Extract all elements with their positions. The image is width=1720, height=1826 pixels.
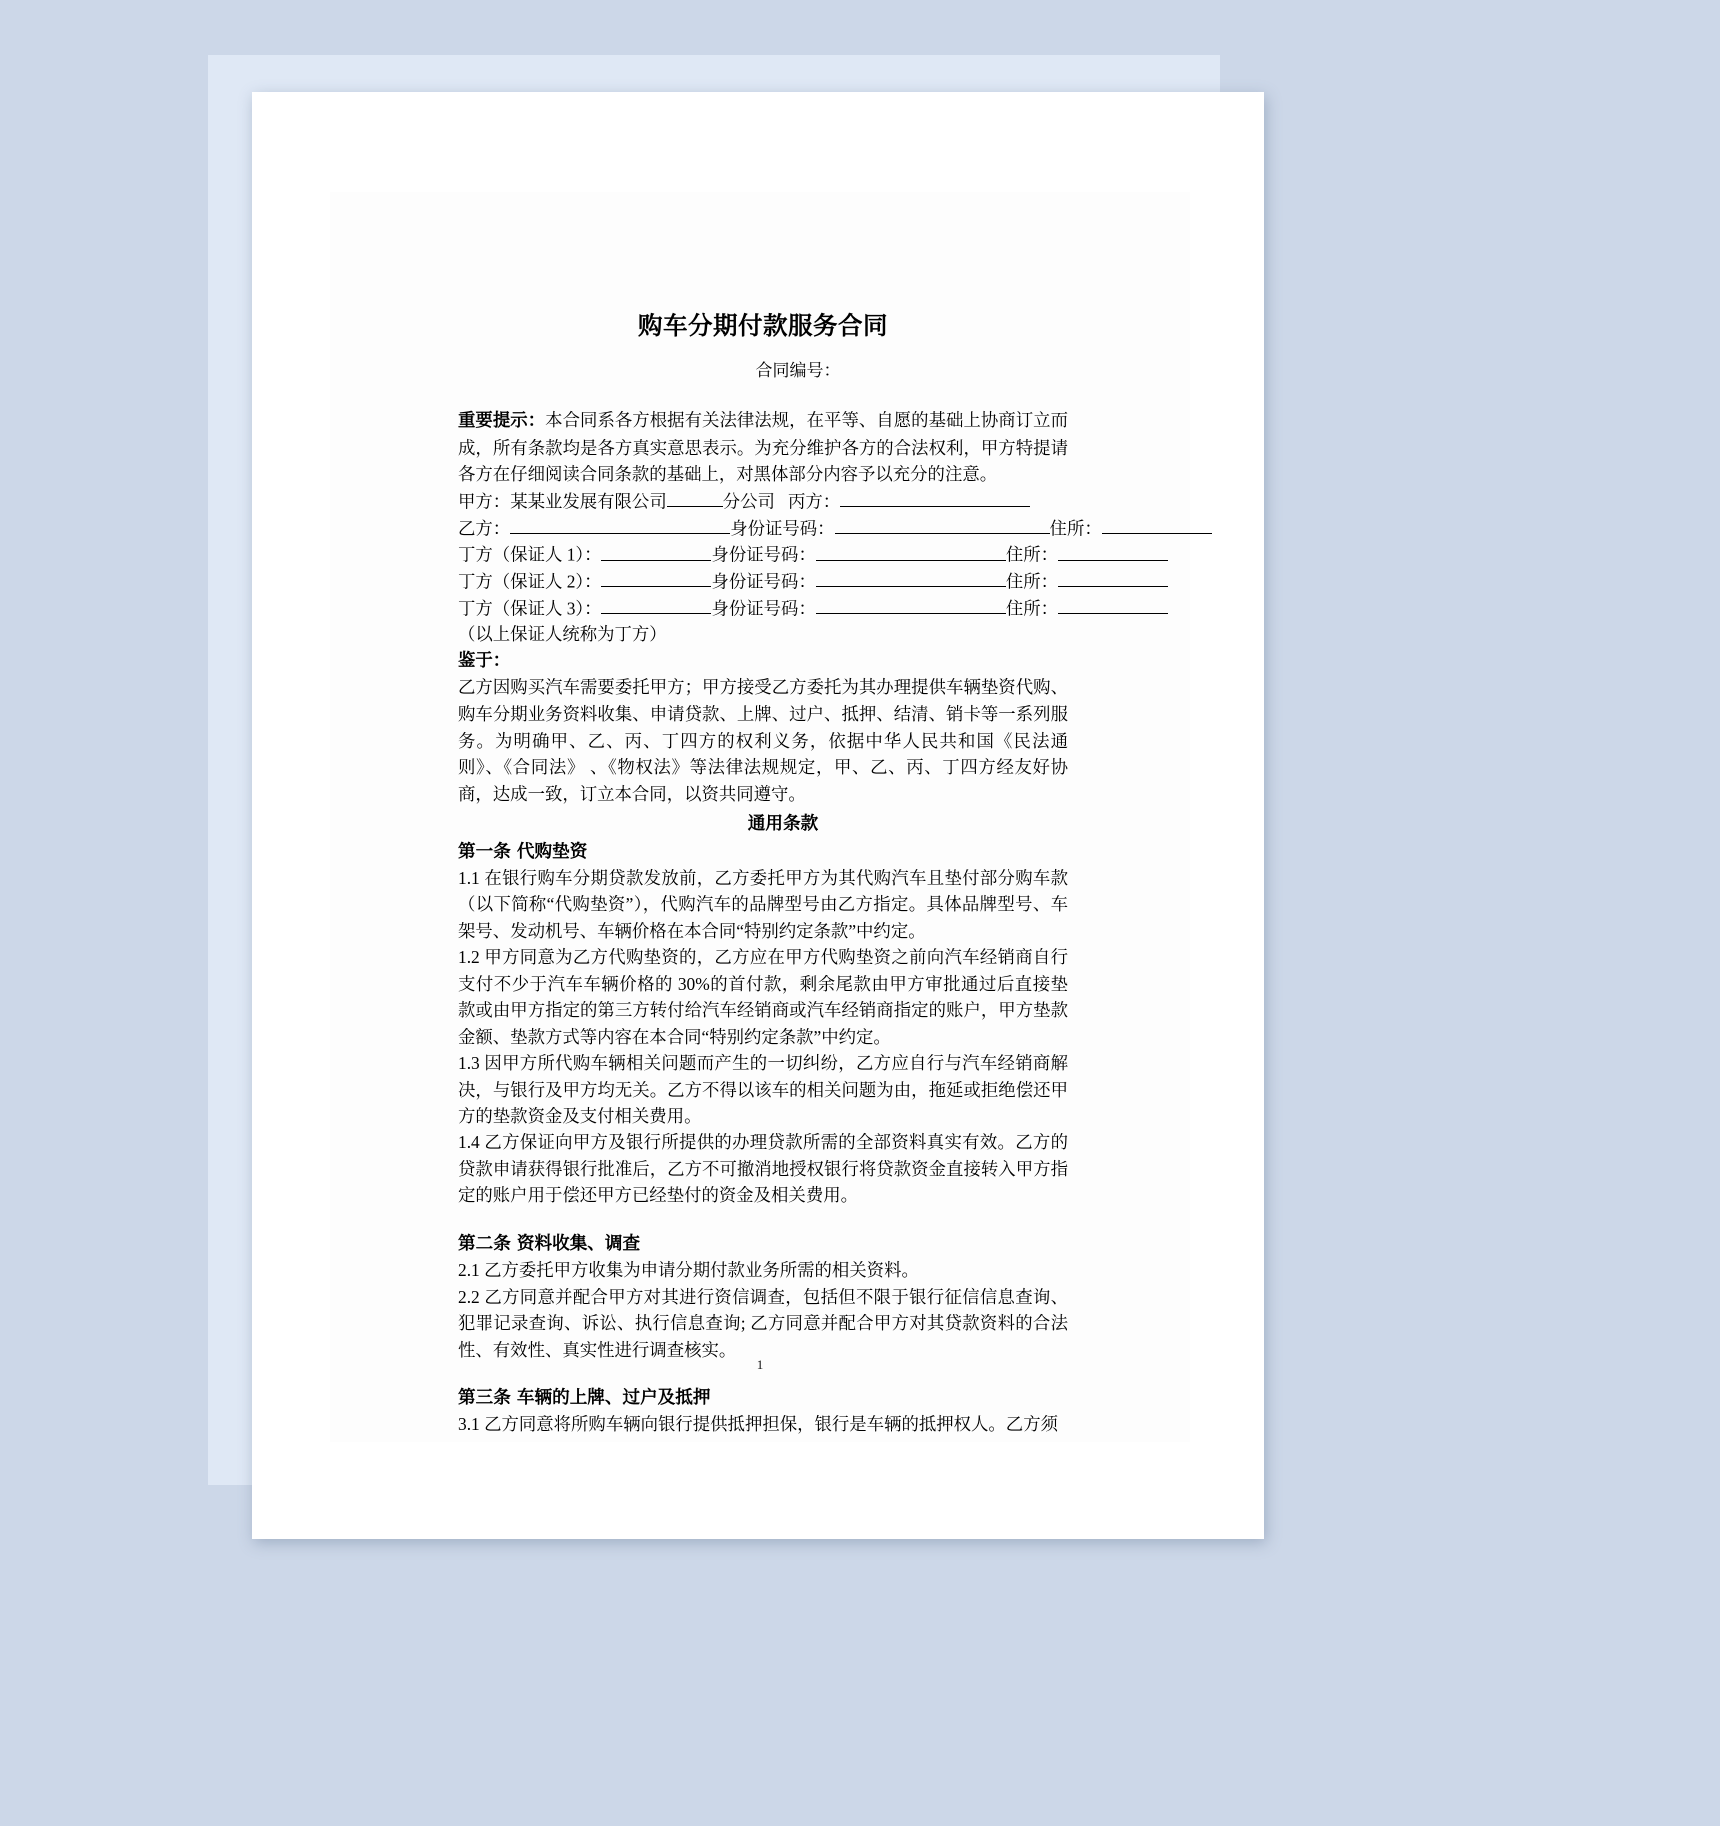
whereas-paragraph: 乙方因购买汽车需要委托甲方；甲方接受乙方委托为其办理提供车辆垫资代购、购车分期业务资料收集、申请贷款、上牌、过户、抵押、结清、销卡等一系列服务。为明确甲、乙、丙、丁四方的权利义务，依据中华人民共和国《民法通则》、《合同法》 、《物权法》等法律法规规定，甲、乙、丙、丁四方经友好协商，达成一致，订立本合同，以资共同遵守。 [458,677,1068,804]
general-terms-heading: 通用条款 [747,813,819,834]
page-content-area [330,192,1190,1442]
jiafang-label: 甲方： [458,491,511,512]
guarantor-1-id-blank[interactable] [816,541,1006,560]
guarantor-3-id-blank[interactable] [816,595,1006,614]
important-notice-paragraph [458,407,1068,488]
article-3-heading: 第三条 车辆的上牌、过户及抵押 [458,1387,711,1408]
guarantor-1-addr-blank[interactable] [1058,541,1168,560]
guarantor-2-addr-label: 住所： [1005,571,1059,592]
yifang-addr-label: 住所： [1049,517,1102,538]
guarantor-collective-note: （以上保证人统称为丁方） [458,624,667,645]
guarantor-1-id-label: 身份证号码： [711,544,816,565]
yifang-id-label: 身份证号码： [730,517,835,538]
party-row-jiafang [458,488,1068,515]
page-title: 购车分期付款服务合同 [638,311,888,340]
guarantor-3-label: 丁方（保证人 3）： [458,598,602,619]
party-information-block [458,488,1102,648]
important-notice-lead: 重要提示： [458,411,546,431]
yifang-addr-blank[interactable] [1102,515,1212,534]
party-row-guarantor-1 [458,541,1068,568]
guarantor-2-name-blank[interactable] [601,568,711,587]
guarantor-1-label: 丁方（保证人 1）： [458,544,602,565]
guarantor-2-label: 丁方（保证人 2）： [458,571,602,592]
guarantor-3-addr-blank[interactable] [1058,595,1168,614]
article-spacer-1 [458,1209,1068,1231]
clause-2-1: 2.1 乙方委托甲方收集为申请分期付款业务所需的相关资料。 [458,1260,919,1281]
bingfang-label: 丙方： [787,491,841,512]
yifang-name-blank[interactable] [510,515,730,534]
yifang-label: 乙方： [458,517,511,538]
clause-2-2: 2.2 乙方同意并配合甲方对其进行资信调查，包括但不限于银行征信信息查询、犯罪记录查询、诉讼、执行信息查询; 乙方同意并配合甲方对其贷款资料的合法性、有效性、真实性进行调查核实。 [458,1286,1068,1360]
guarantor-1-addr-label: 住所： [1005,544,1059,565]
document-body [458,307,1102,1438]
clause-1-3: 1.3 因甲方所代购车辆相关问题而产生的一切纠纷，乙方应自行与汽车经销商解决，与银行及甲方均无关。乙方不得以该车的相关问题为由，拖延或拒绝偿还甲方的垫款资金及支付相关费用。 [458,1053,1068,1126]
document-page [252,92,1264,1539]
party-row-guarantor-3 [458,595,1068,622]
guarantor-3-id-label: 身份证号码： [711,598,816,619]
clause-1-2: 1.2 甲方同意为乙方代购垫资的，乙方应在甲方代购垫资之前向汽车经销商自行支付不少于汽车车辆价格的 30%的首付款，剩余尾款由甲方审批通过后直接垫款或由甲方指定的第三方转付给汽车经销商或汽车经销商指定的账户，甲方垫款金额、垫款方式等内容在本合同“特别约定条款”中约定。 [458,947,1068,1047]
jiafang-company-name: 某某业发展有限公司 [510,491,667,512]
yifang-id-blank[interactable] [835,515,1050,534]
party-row-yifang [458,515,1102,542]
contract-number-label: 合同编号： [755,361,841,380]
bingfang-blank[interactable] [840,488,1030,507]
clause-1-4: 1.4 乙方保证向甲方及银行所提供的办理贷款所需的全部资料真实有效。乙方的贷款申请获得银行批准后，乙方不可撤消地授权银行将贷款资金直接转入甲方指定的账户用于偿还甲方已经垫付的资金及相关费用。 [458,1132,1068,1206]
page-number: 1 [756,1357,764,1372]
guarantor-1-name-blank[interactable] [601,541,711,560]
guarantor-3-name-blank[interactable] [601,595,711,614]
whereas-label: 鉴于： [458,650,511,671]
guarantor-3-addr-label: 住所： [1005,598,1059,619]
guarantor-2-id-blank[interactable] [816,568,1006,587]
clause-1-1: 1.1 在银行购车分期贷款发放前，乙方委托甲方为其代购汽车且垫付部分购车款（以下简称“代购垫资”），代购汽车的品牌型号由乙方指定。具体品牌型号、车架号、发动机号、车辆价格在本合同“特别约定条款”中约定。 [458,867,1068,941]
article-2-heading: 第二条 资料收集、调查 [458,1233,641,1254]
jiafang-branch-label: 分公司 [722,491,775,512]
important-notice-text: 本合同系各方根据有关法律法规，在平等、自愿的基础上协商订立而成，所有条款均是各方真实意思表示。为充分维护各方的合法权利，甲方特提请各方在仔细阅读合同条款的基础上，对黑体部分内容予以充分的注意。 [458,410,1068,485]
party-row-guarantor-2 [458,568,1068,595]
guarantor-2-addr-blank[interactable] [1058,568,1168,587]
jiafang-branch-blank[interactable] [667,488,723,507]
article-1-heading: 第一条 代购垫资 [458,841,588,862]
guarantor-2-id-label: 身份证号码： [711,571,816,592]
clause-3-1: 3.1 乙方同意将所购车辆向银行提供抵押担保，银行是车辆的抵押权人。乙方须 [458,1414,1058,1435]
